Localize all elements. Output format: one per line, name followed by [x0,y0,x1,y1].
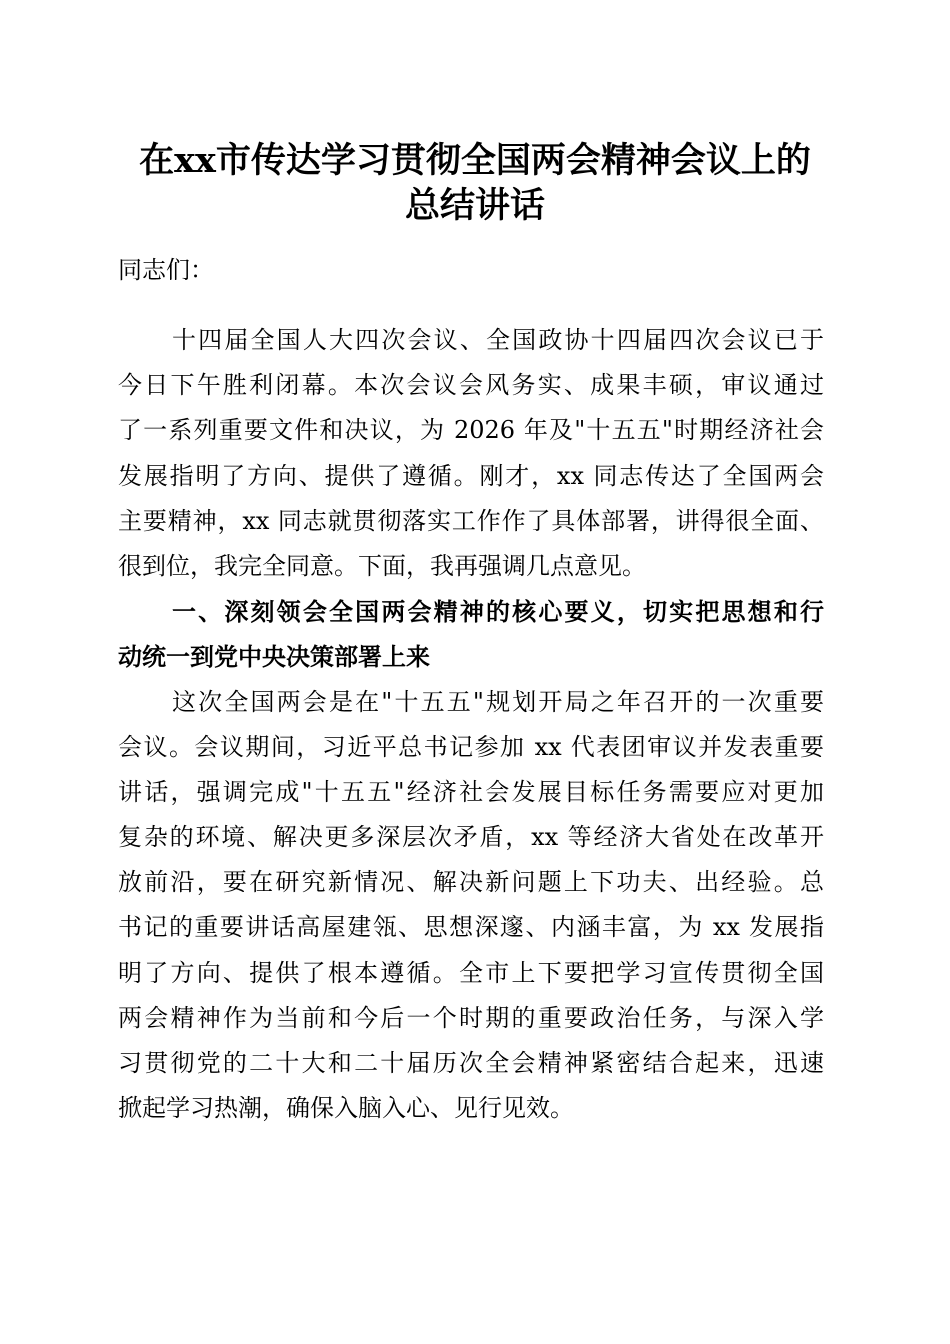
text-line: 发展指明了方向、提供了遵循。刚才，xx 同志传达了全国两会 [118,461,824,490]
greeting: 同志们： [118,256,214,284]
text-line: 今日下午胜利闭幕。本次会议会风务实、成果丰硕，审议通过 [118,371,824,400]
document-title-line-1: 在xx市传达学习贯彻全国两会精神会议上的 [139,140,811,181]
text-line: 很到位，我完全同意。下面，我再强调几点意见。 [118,551,646,580]
document-body [118,250,824,1131]
text-line: 了一系列重要文件和决议，为 2026 年及"十五五"时期经济社会 [118,416,824,445]
text-line: 书记的重要讲话高屋建瓴、思想深邃、内涵丰富，为 xx 发展指 [118,913,824,942]
section-heading [118,589,824,679]
text-line: 会议。会议期间，习近平总书记参加 xx 代表团审议并发表重要 [118,732,824,761]
document-title-line-2: 总结讲话 [404,185,545,226]
text-line: 一、深刻领会全国两会精神的核心要义，切实把思想和行 [172,597,824,627]
paragraph [118,318,824,589]
text-line: 讲话，强调完成"十五五"经济社会发展目标任务需要应对更加 [118,777,824,806]
text-line: 两会精神作为当前和今后一个时期的重要政治任务，与深入学 [118,1003,824,1032]
text-line: 十四届全国人大四次会议、全国政协十四届四次会议已于 [172,326,824,354]
paragraphs [118,318,824,1131]
text-line: 放前沿，要在研究新情况、解决新问题上下功夫、出经验。总 [118,868,824,897]
paragraph [118,680,824,1132]
text-line: 习贯彻党的二十大和二十届历次全会精神紧密结合起来，迅速 [118,1049,824,1077]
text-line: 这次全国两会是在"十五五"规划开局之年召开的一次重要 [172,687,824,716]
text-line: 主要精神，xx 同志就贯彻落实工作作了具体部署，讲得很全面、 [118,506,824,535]
text-line: 明了方向、提供了根本遵循。全市上下要把学习宣传贯彻全国 [118,958,824,987]
text-line: 掀起学习热潮，确保入脑入心、见行见效。 [118,1094,574,1123]
text-line: 动统一到党中央决策部署上来 [118,642,430,672]
text-line: 复杂的环境、解决更多深层次矛盾，xx 等经济大省处在改革开 [118,823,824,852]
